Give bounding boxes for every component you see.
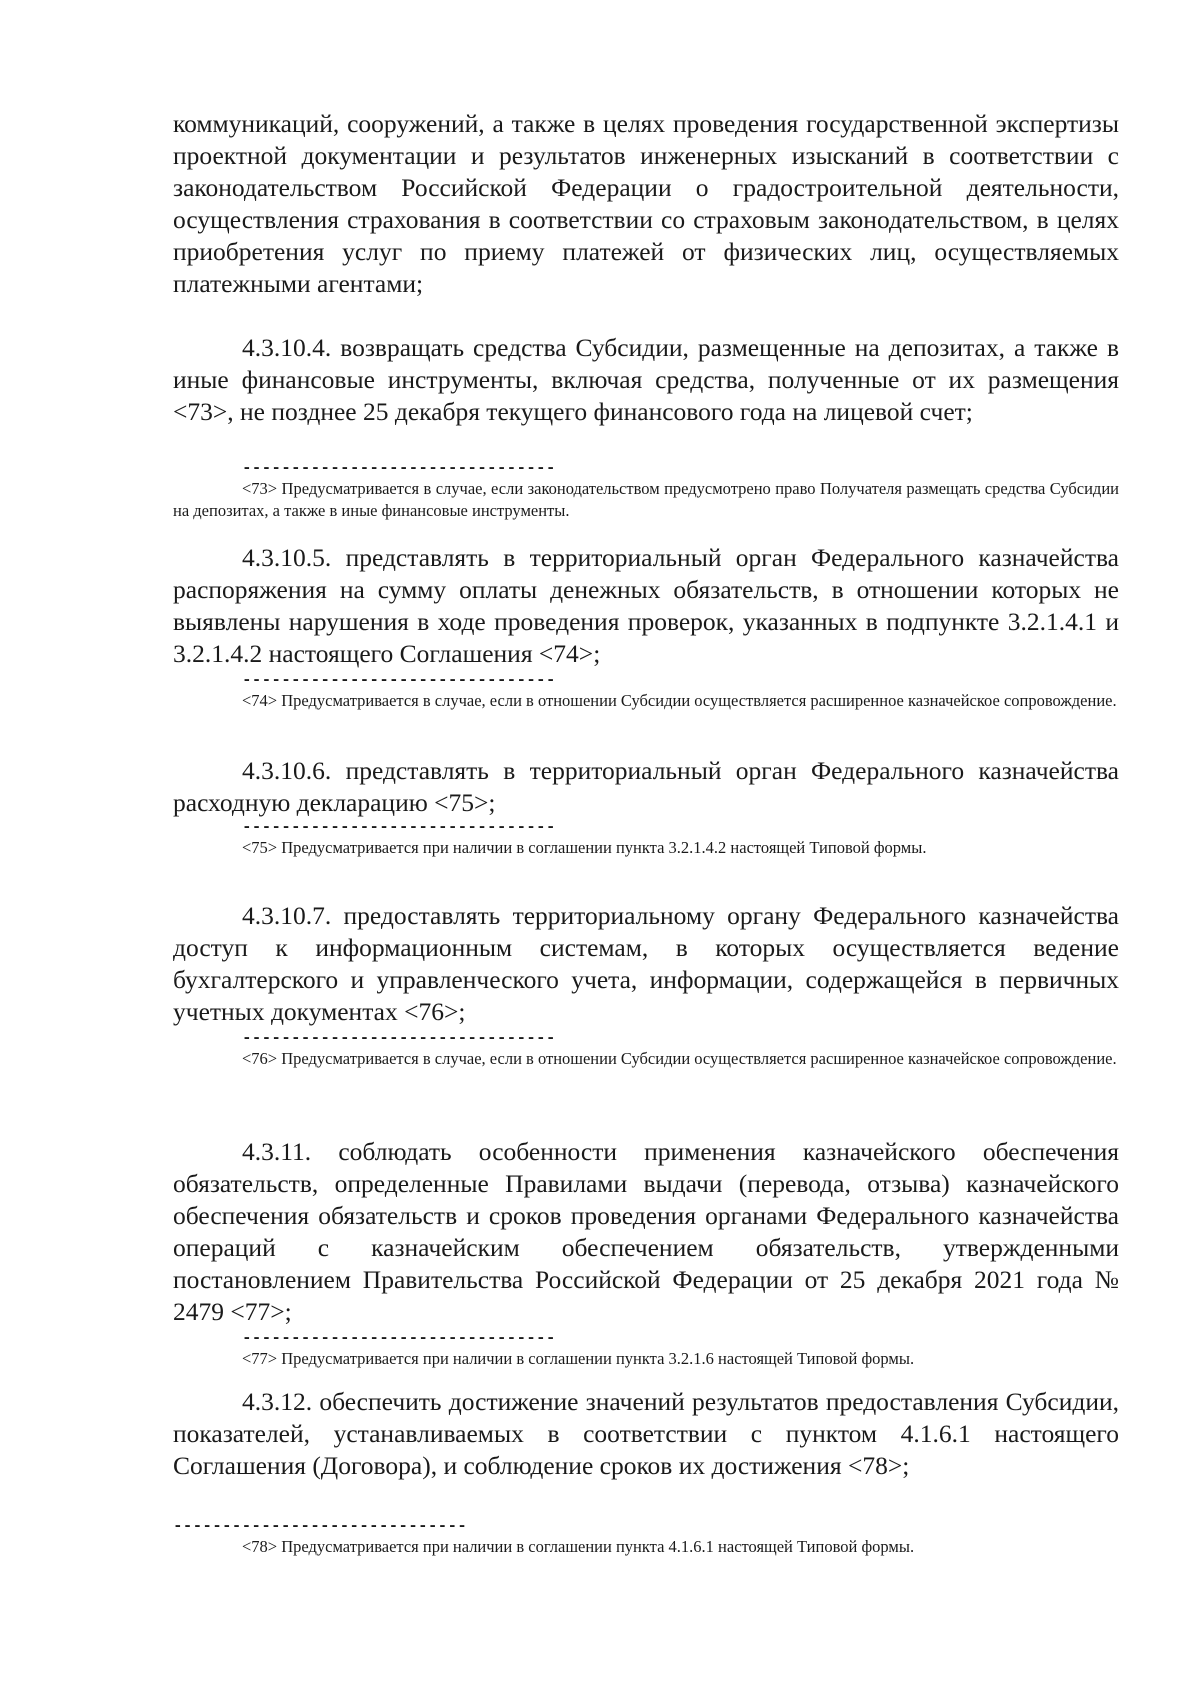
footnote-78: <78> Предусматривается при наличии в соглашении пункта 4.1.6.1 настоящей Типовой формы. (242, 1537, 915, 1556)
paragraph-4-3-12 (173, 1386, 1119, 1482)
footnote-separator: -------------------------------- (242, 671, 556, 689)
body-text: 4.3.12. обеспечить достижение значений результатов предоставления Субсидии, показателей, устанавливаемых в соответствии с пунктом 4.1.6.1 настоящего Соглашения (Договора), и соблюдение сроков их достижения <78>; (173, 1387, 1119, 1480)
body-text: 4.3.10.7. предоставлять территориальному органу Федерального казначейства доступ к информационным системам, в которых осуществляется ведение бухгалтерского и управленческого учета, информации, содержащейся в первичных учетных документах <76>; (173, 901, 1119, 1026)
footnote-76-block (173, 1028, 1119, 1070)
body-text: 4.3.10.6. представлять в территориальный орган Федерального казначейства расходную декларацию <75>; (173, 756, 1119, 817)
paragraph-4-3-10-4 (173, 332, 1119, 428)
footnote-separator: -------------------------------- (242, 818, 556, 836)
footnote-77: <77> Предусматривается при наличии в соглашении пункта 3.2.1.6 настоящей Типовой формы. (242, 1349, 915, 1368)
footnote-separator: -------------------------------- (242, 459, 556, 477)
body-text: коммуникаций, сооружений, а также в целях проведения государственной экспертизы проектной документации и результатов инженерных изысканий в соответствии с законодательством Российской Федерации о градостроительной деятельности, осуществления страхования в соответствии со страховым законодательством, в целях приобретения услуг по приему платежей от физических лиц, осуществляемых платежными агентами; (173, 109, 1119, 298)
footnote-separator: -------------------------------- (242, 1329, 556, 1347)
footnote-74: <74> Предусматривается в случае, если в отношении Субсидии осуществляется расширенное казначейское сопровождение. (242, 691, 1117, 710)
footnote-separator: -------------------------------- (242, 1029, 556, 1047)
footnote-76: <76> Предусматривается в случае, если в отношении Субсидии осуществляется расширенное казначейское сопровождение. (242, 1049, 1117, 1068)
body-text: 4.3.10.5. представлять в территориальный орган Федерального казначейства распоряжения на сумму оплаты денежных обязательств, в отношении которых не выявлены нарушения в ходе проведения проверок, указанных в подпункте 3.2.1.4.1 и 3.2.1.4.2 настоящего Соглашения <74>; (173, 543, 1119, 668)
footnote-75-block (173, 817, 1119, 859)
paragraph-4-3-10-7 (173, 900, 1119, 1028)
body-text: 4.3.11. соблюдать особенности применения казначейского обеспечения обязательств, определенные Правилами выдачи (перевода, отзыва) казначейского обеспечения обязательств и сроков проведения органами Федерального казначейства операций с казначейским обеспечением обязательств, утвержденными постановлением Правительства Российской Федерации от 25 декабря 2021 года № 2479 <77>; (173, 1137, 1119, 1326)
footnote-73-block (173, 458, 1119, 522)
footnote-75: <75> Предусматривается при наличии в соглашении пункта 3.2.1.4.2 настоящей Типовой формы. (242, 838, 927, 857)
footnote-78-block (173, 1516, 1119, 1558)
paragraph-4-3-10-6 (173, 755, 1119, 819)
paragraph-p1 (173, 108, 1119, 300)
paragraph-4-3-11 (173, 1136, 1119, 1328)
footnote-74-block (173, 670, 1119, 712)
paragraph-4-3-10-5 (173, 542, 1119, 670)
footnote-separator: ------------------------------ (173, 1517, 468, 1535)
footnote-77-block (173, 1328, 1119, 1370)
body-text: 4.3.10.4. возвращать средства Субсидии, размещенные на депозитах, а также в иные финансовые инструменты, включая средства, полученные от их размещения <73>, не позднее 25 декабря текущего финансового года на лицевой счет; (173, 333, 1119, 426)
footnote-73: <73> Предусматривается в случае, если законодательством предусмотрено право Получателя размещать средства Субсидии на депозитах, а также в иные финансовые инструменты. (173, 479, 1119, 520)
